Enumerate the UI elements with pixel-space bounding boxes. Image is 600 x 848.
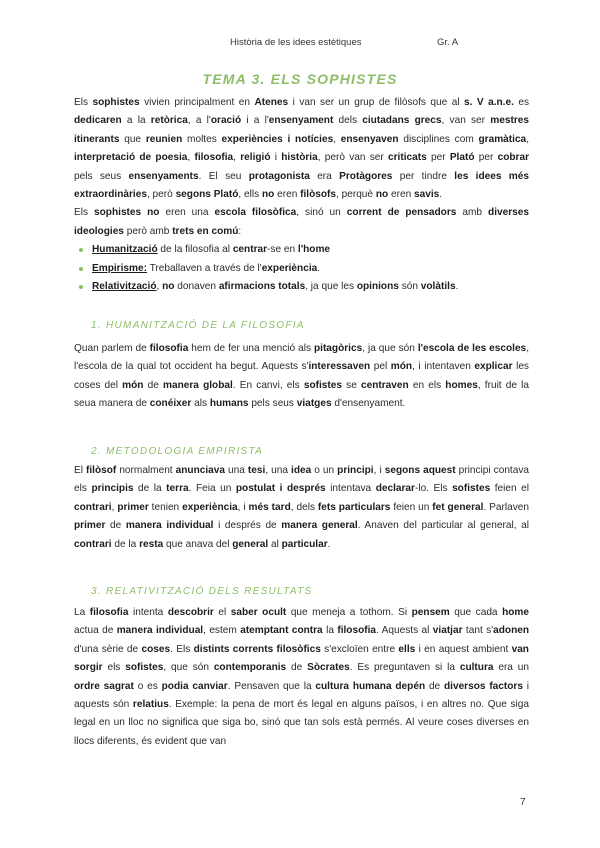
text-run: , <box>233 152 241 164</box>
text-run: , que són <box>163 662 214 674</box>
bold-term: l'escola de les escoles <box>417 343 527 354</box>
text-run: en els <box>408 379 446 391</box>
text-run: d'una sèrie de <box>74 643 142 655</box>
bold-term: experiències i notícies <box>221 133 334 145</box>
text-run: tant s' <box>462 625 494 637</box>
text-run: , ja que són <box>362 343 418 354</box>
bold-term: general <box>232 538 269 550</box>
bold-term: contemporanis <box>213 662 287 674</box>
list-item-text <box>92 281 458 292</box>
text-run: que cada <box>449 607 503 618</box>
bold-term: diversos factors <box>443 680 523 692</box>
text-run: s'excloïen entre <box>320 643 399 655</box>
list-term: Empirisme: <box>92 262 147 274</box>
intro-block <box>74 94 529 296</box>
header-group: Gr. A <box>437 37 459 48</box>
bold-term: fets particulars <box>317 501 391 513</box>
bold-term: manera individual <box>125 520 214 532</box>
bold-term: més tard <box>248 501 291 513</box>
bold-term: anunciava <box>175 465 226 476</box>
text-run: per <box>474 152 498 164</box>
text-run: actua de <box>74 625 117 637</box>
text-run: , ells <box>238 189 262 201</box>
text-run: , <box>187 152 195 164</box>
bold-term: oració <box>210 115 242 127</box>
text-run: . El seu <box>198 170 249 182</box>
section-heading-3: 3. RELATIVITZACIÓ DELS RESULTATS <box>91 586 313 597</box>
text-run: una <box>225 465 248 476</box>
text-run: feien un <box>390 501 433 513</box>
bold-term: no <box>261 189 275 201</box>
bold-term: religió <box>240 152 271 164</box>
text-run: de <box>105 520 126 532</box>
text-run: . En canvi, els <box>232 379 304 391</box>
text-run: era <box>309 170 340 182</box>
bold-term: primer <box>74 520 106 532</box>
text-run: . <box>327 538 331 550</box>
text-run: intentava <box>325 483 376 495</box>
page-title: TEMA 3. ELS SOPHISTES <box>202 71 398 87</box>
text-run: , sinó un <box>296 207 347 219</box>
bold-term: distints corrents filosòfics <box>193 643 321 655</box>
text-run: La <box>74 607 90 618</box>
bold-term: història <box>281 152 318 164</box>
bold-term: contrari <box>74 501 112 513</box>
bold-term: centraven <box>360 379 409 391</box>
bold-term: gramàtica <box>478 133 527 145</box>
text-run: a la <box>121 115 151 127</box>
text-run: eren una <box>159 207 215 219</box>
text-run: que anava del <box>163 538 233 550</box>
text-run: , i <box>373 465 385 476</box>
section-1-paragraph <box>74 340 529 414</box>
bold-term: les idees més extraordinàries <box>74 170 530 201</box>
text-run: per <box>426 152 450 164</box>
bold-term: principi <box>337 465 374 476</box>
bold-term: experiència <box>182 501 238 513</box>
text-run: . Parlaven <box>483 501 530 513</box>
text-run: al <box>268 538 282 550</box>
bold-term: experiència <box>261 262 318 274</box>
bold-term: idea <box>291 465 312 476</box>
text-run: : <box>238 225 242 237</box>
text-run: , <box>526 133 529 145</box>
bold-term: ensenyaven <box>340 133 399 145</box>
text-run: hem de fer una menció als <box>188 343 314 354</box>
list-item <box>92 260 529 278</box>
text-run: . Feia un <box>188 483 236 495</box>
list-item <box>92 278 529 296</box>
bold-term: depén <box>395 680 426 692</box>
text-run: es <box>513 97 530 108</box>
text-run: de la filosofia al <box>157 244 233 256</box>
list-item <box>92 241 529 259</box>
bold-term: saber ocult <box>230 607 287 618</box>
section-1-body <box>74 340 529 414</box>
text-run: . <box>317 262 321 274</box>
text-run: de la <box>133 483 167 495</box>
text-run: i van ser un grup de filòsofs que al <box>288 97 465 108</box>
text-run: , perquè <box>336 189 376 201</box>
text-run: però amb <box>123 225 173 237</box>
text-run: Els <box>74 207 95 219</box>
bullet-icon <box>79 248 83 252</box>
bold-term: adonen <box>493 625 530 637</box>
text-run: , <box>156 281 163 293</box>
bold-term: homes <box>445 379 478 391</box>
bold-term: reunien <box>145 133 183 145</box>
bold-term: Atenes <box>254 97 289 108</box>
bold-term: atemptant contra <box>240 625 323 637</box>
text-run: o es <box>133 680 162 692</box>
bold-term: pitagòrics <box>313 343 363 354</box>
bold-term: postulat i després <box>235 483 326 495</box>
section-2-paragraph <box>74 462 529 554</box>
text-run: feien el <box>490 483 530 495</box>
text-run: eren <box>388 189 414 201</box>
text-run: tenien <box>148 501 183 513</box>
text-run: . Anaven del particular al general, al <box>357 520 529 532</box>
section-heading-2: 2. METODOLOGIA EMPIRISTA <box>91 446 264 457</box>
text-run: , van ser <box>441 115 491 127</box>
text-run: de <box>286 662 308 674</box>
bold-term: primer <box>117 501 149 513</box>
bold-term: viatjar <box>432 625 463 637</box>
bold-term: ells <box>398 643 416 655</box>
text-run: eren <box>274 189 301 201</box>
bold-term: filosofia <box>89 607 129 618</box>
bold-term: manera general <box>281 520 358 532</box>
text-run: . <box>439 189 443 201</box>
text-run: Els <box>74 97 93 108</box>
bold-term: Protàgores <box>339 170 393 182</box>
bold-term: coses <box>141 643 171 655</box>
text-run: i després de <box>213 520 282 532</box>
section-3-paragraph <box>74 604 529 751</box>
bold-term: criticats <box>388 152 427 164</box>
bold-term: dedicaren <box>74 115 122 127</box>
bold-term: interpretació de poesia <box>74 152 188 164</box>
text-run: normalment <box>116 465 176 476</box>
text-run: , dels <box>290 501 318 513</box>
text-run: , i intentaven <box>412 361 475 373</box>
bold-term: manera individual <box>116 625 204 637</box>
text-run: o un <box>311 465 338 476</box>
text-run: era un <box>493 662 529 674</box>
text-run: -lo. Els <box>414 483 453 495</box>
text-run: Quan parlem de <box>74 343 150 354</box>
text-run: -se en <box>267 244 298 256</box>
text-run: . Els <box>170 643 194 655</box>
bold-term: corrent de pensadors <box>346 207 457 219</box>
text-run: que meneja a tothom. Si <box>286 607 412 618</box>
bold-term: Sòcrates <box>307 662 350 674</box>
bold-term: no <box>162 281 175 293</box>
bullet-icon <box>79 285 83 289</box>
bold-term: filosofia <box>194 152 234 164</box>
text-run: vivien principalment en <box>139 97 255 108</box>
bold-term: home <box>502 607 529 618</box>
bold-term: filosofia <box>337 625 377 637</box>
bold-term: contrari <box>74 538 112 550</box>
text-run: , estem <box>203 625 241 637</box>
bold-term: sophistes no <box>94 207 160 219</box>
text-run: dels <box>333 115 363 127</box>
traits-list <box>74 241 529 296</box>
text-run: intenta <box>128 607 168 618</box>
bold-term: ensenyaments <box>128 170 199 182</box>
text-run: els <box>102 662 126 674</box>
bold-term: no <box>375 189 389 201</box>
text-run: i aquests són <box>74 680 530 711</box>
bold-term: tesi <box>247 465 266 476</box>
text-run: se <box>342 379 361 391</box>
bold-term: viatges <box>296 398 332 410</box>
bold-term: humans <box>209 398 249 410</box>
bold-term: retòrica <box>150 115 188 127</box>
text-run: moltes <box>182 133 222 145</box>
text-run: la <box>322 625 338 637</box>
bold-term: protagonista <box>248 170 310 182</box>
text-run: pel <box>370 361 391 373</box>
text-run: , fruit de la seua manera de <box>74 379 530 410</box>
text-run: , <box>111 501 118 513</box>
text-run: , i <box>237 501 249 513</box>
text-run: de la <box>111 538 140 550</box>
section-3-body <box>74 604 529 751</box>
text-run: de <box>425 680 444 692</box>
bold-term: fet general <box>432 501 484 513</box>
text-run: el <box>213 607 231 618</box>
bold-term: volàtils <box>420 281 456 293</box>
text-run: , <box>333 133 341 145</box>
section-2-body <box>74 462 529 554</box>
text-run: , però <box>146 189 176 201</box>
bold-term: centrar <box>232 244 268 256</box>
bold-term: diverses ideologies <box>74 207 529 237</box>
bullet-icon <box>79 267 83 271</box>
bold-term: sophistes <box>92 97 140 108</box>
bold-term: Plató <box>449 152 475 164</box>
text-run: , l'escola de la qual tot occident ha begut. Aquests s' <box>74 343 529 373</box>
text-run: . Pensaven que la <box>227 680 316 692</box>
text-run: són <box>398 281 421 293</box>
text-run: i a l' <box>241 115 269 127</box>
bold-term: cultura <box>459 662 494 674</box>
bold-term: resta <box>139 538 164 550</box>
list-item-text <box>92 263 320 274</box>
bold-term: manera global <box>163 379 233 391</box>
bold-term: filòsofs <box>300 189 336 201</box>
bold-term: s. V a.n.e. <box>464 97 514 108</box>
bold-term: terra <box>166 483 189 495</box>
bold-term: sofistes <box>303 379 343 391</box>
bold-term: relatius <box>132 699 169 711</box>
text-run: . Es preguntaven si la <box>349 662 460 674</box>
list-term: Humanització <box>92 244 158 256</box>
text-run: als <box>191 398 210 410</box>
bold-term: trets en comú <box>172 225 239 237</box>
text-run: . Aquests al <box>376 625 433 637</box>
header-title: Història de les idees estètiques <box>230 37 362 48</box>
text-run: , ja que les <box>305 281 357 293</box>
text-run: , una <box>265 465 292 476</box>
list-term: Relativització <box>92 281 157 293</box>
text-run: donaven <box>174 281 219 293</box>
bold-term: savis <box>414 189 440 201</box>
bold-term: segons Plató <box>175 189 239 201</box>
page-number: 7 <box>520 797 526 808</box>
bold-term: món <box>122 379 144 391</box>
bold-term: particular <box>281 538 328 550</box>
bold-term: cultura humana <box>315 680 392 692</box>
text-run: , a l' <box>187 115 211 127</box>
bold-term: sofistes <box>452 483 491 495</box>
bold-term: escola filosòfica <box>214 207 297 219</box>
intro-paragraph-1 <box>74 94 529 204</box>
bold-term: principis <box>91 483 134 495</box>
text-run: El <box>74 465 87 476</box>
text-run: , però van ser <box>317 152 389 164</box>
list-item-text <box>92 244 330 255</box>
bold-term: segons aquest <box>384 465 456 476</box>
bold-term: ordre sagrat <box>74 680 134 692</box>
bold-term: filòsof <box>86 465 117 476</box>
intro-paragraph-2 <box>74 204 529 241</box>
bold-term: declarar <box>375 483 415 495</box>
text-run: de <box>143 379 164 391</box>
text-run: d'ensenyament. <box>331 398 406 410</box>
bold-term: cobrar <box>497 152 530 164</box>
bold-term: conéixer <box>149 398 192 410</box>
text-run: les coses del <box>74 361 529 391</box>
bold-term: mestres itinerants <box>74 115 529 145</box>
bold-term: afirmacions totals <box>218 281 306 293</box>
bold-term: van sorgir <box>74 643 529 674</box>
bold-term: sofistes <box>125 662 164 674</box>
bold-term: opinions <box>356 281 399 293</box>
bold-term: interessaven <box>308 361 371 373</box>
text-run: amb <box>456 207 489 219</box>
section-heading-1: 1. HUMANITZACIÓ DE LA FILOSOFIA <box>91 320 305 331</box>
text-run: Treballaven a través de l' <box>146 262 262 274</box>
text-run: i en aquest ambient <box>415 643 512 655</box>
bold-term: pensem <box>411 607 450 618</box>
bold-term: explicar <box>474 361 513 373</box>
bold-term: ciutadans grecs <box>362 115 442 127</box>
bold-term: podia canviar <box>161 680 228 692</box>
text-run: . <box>455 281 459 293</box>
text-run: i <box>270 152 282 164</box>
text-run: principi contava els <box>74 465 530 495</box>
text-run: pels seus <box>248 398 297 410</box>
text-run: . Exemple: la pena de mort és legal en alguns països, i en altres no. Que siga legal en un lloc no significa que siga bo, sinó que tan sols està permés. Al veure coses diverses en llocs diferents, és evident que van <box>74 699 529 747</box>
text-run: per tindre <box>392 170 455 182</box>
bold-term: l'home <box>297 244 331 256</box>
text-run: que <box>119 133 146 145</box>
bold-term: món <box>390 361 413 373</box>
bold-term: filosofia <box>149 343 189 354</box>
text-run: pels seus <box>74 170 129 182</box>
bold-term: descobrir <box>167 607 214 618</box>
text-run: disciplines com <box>398 133 479 145</box>
bold-term: ensenyament <box>268 115 334 127</box>
